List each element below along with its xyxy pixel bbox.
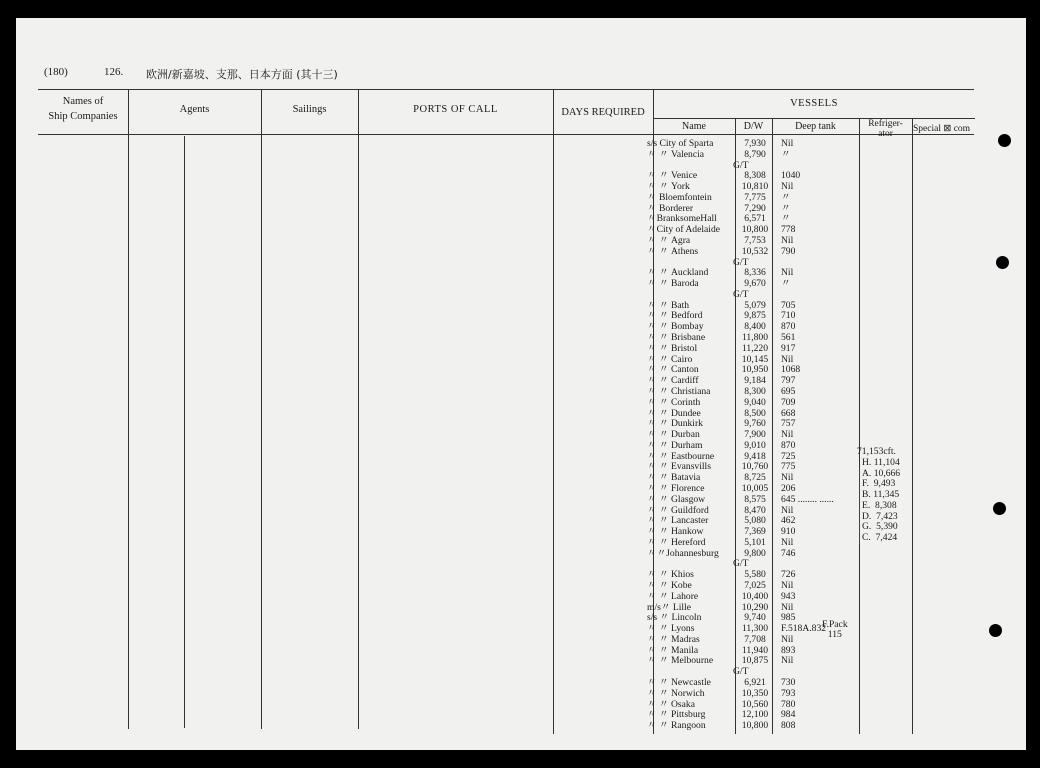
refrigerator-note: E. 8,308 [862,499,897,511]
vessel-dw: 8,790 [744,148,766,160]
header-sailings: Sailings [292,104,327,115]
vessel-deep-tank: Nil [781,633,794,645]
vessel-deep-tank: 780 [781,698,796,710]
vessel-name: 〃 〃 York [647,181,690,193]
vessel-dw: 10,532 [741,245,769,257]
vessel-dw: 8,470 [744,504,766,516]
vessel-name: 〃 〃 Melbourne [647,655,714,667]
vessel-name: 〃BranksomeHall [647,213,717,225]
vessel-dw: 7,369 [744,526,766,538]
vessel-name: 〃 〃 Batavia [647,472,701,484]
vessel-name: 〃 〃 Florence [647,482,705,494]
header-ship-companies: Names of Ship Companies [48,96,118,122]
vessel-deep-tank: Nil [781,138,794,149]
vessel-deep-tank: 〃 [781,278,791,290]
vessel-dw: 9,184 [744,375,766,387]
vessel-deep-tank: Nil [781,429,794,441]
vessel-dw: 10,800 [741,720,769,732]
refrigerator-note: F. 9,493 [862,478,896,490]
document-page [16,18,1026,750]
punch-hole [998,134,1011,147]
vessel-dw: 10,400 [741,590,769,602]
col-divider [358,89,359,729]
vessel-name: 〃 〃 Bedford [647,310,703,322]
vessel-deep-tank: 710 [781,310,796,322]
vessel-row [647,398,877,409]
vessel-deep-tank: Nil [781,181,794,193]
vessel-name: 〃 〃 Athens [647,245,699,257]
vessel-dw: 11,940 [741,644,769,656]
header-bottom-rule [38,134,974,135]
vessel-name: 〃 〃 Pittsburg [647,709,706,721]
vessel-deep-tank: 893 [781,644,796,656]
vessel-dw: 10,350 [741,687,769,699]
vessel-deep-tank: 790 [781,245,796,257]
vessel-deep-tank: 〃 [781,202,791,214]
vessel-dw: 7,900 [744,429,766,441]
vessel-name: 〃 〃 Lyons [647,623,695,635]
vessel-dw: 7,753 [744,235,766,247]
vessel-dw: 10,950 [741,364,769,376]
vessel-name: s/s City of Sparta [647,138,714,149]
vessel-deep-tank: 917 [781,342,796,354]
vessel-row [647,150,877,161]
vessel-name: 〃 〃 Auckland [647,267,709,279]
header-refrigerator: Refriger- ator [868,119,903,139]
vessel-name: 〃 〃 Brisbane [647,332,706,344]
vessel-dw: 7,025 [744,579,766,591]
vessel-name: 〃 〃 Venice [647,170,698,182]
page-title: 欧洲/新嘉坡、支那、日本方面 (其十三) [146,68,338,81]
vessel-dw: 11,300 [741,623,769,635]
vessel-deep-tank: 778 [781,224,796,236]
vessel-dw: 10,290 [741,601,769,613]
vessel-name: 〃 〃 Eastbourne [647,450,715,462]
refrigerator-note: C. 7,424 [862,532,898,543]
vessel-dw: 9,800 [744,547,766,559]
vessel-name: 〃 〃 Agra [647,235,691,247]
header-ports-of-call: PORTS OF CALL [413,104,498,115]
vessel-name: 〃 〃 Bath [647,299,690,311]
vessel-name: 〃 〃 Bristol [647,342,698,354]
vessel-dw: G/T [733,159,749,171]
vessel-name: 〃 〃 Cairo [647,353,693,365]
vessel-name: 〃 〃 Evansvills [647,461,711,473]
vessel-dw: G/T [733,256,749,268]
vessel-name: 〃 〃 Osaka [647,698,695,710]
vessel-row [647,495,877,506]
vessel-row [647,247,877,258]
vessel-row [647,656,877,667]
vessel-dw: 9,010 [744,439,766,451]
vessel-dw: 11,800 [741,332,769,344]
vessel-name: 〃 〃 Rangoon [647,720,706,732]
vessel-dw: 7,290 [744,202,766,214]
vessel-name: 〃 Bloemfontein [647,191,712,203]
vessel-deep-tank: Nil [781,472,794,484]
vessel-deep-tank: 725 [781,450,796,462]
vessel-dw: 10,145 [741,353,769,365]
header-days-required: DAYS REQUIRED [561,107,645,118]
vessel-deep-tank: 910 [781,526,796,538]
vessel-name: 〃 〃 Canton [647,364,699,376]
vessel-dw: 8,725 [744,472,766,484]
vessel-dw: 7,708 [744,633,766,645]
vessel-name: 〃 〃 Baroda [647,278,699,290]
vessel-deep-tank: 943 [781,590,796,602]
header-dw: D/W [743,121,764,132]
vessel-deep-tank: 705 [781,299,796,311]
vessel-dw: 5,079 [744,299,766,311]
vessel-dw: 10,800 [741,224,769,236]
vessel-deep-tank: 〃 [781,213,791,225]
col-divider [553,89,554,734]
vessels-subheader-rule [653,118,975,119]
vessel-deep-tank: 985 [781,612,796,624]
vessel-name: 〃 Borderer [647,202,694,214]
col-divider [261,89,262,729]
vessel-deep-tank: 206 [781,482,796,494]
vessel-dw: 8,575 [744,493,766,505]
vessel-deep-tank: 〃 [781,191,791,203]
vessel-dw: 10,760 [741,461,769,473]
vessel-dw: 12,100 [741,709,769,721]
vessel-deep-tank: 726 [781,569,796,581]
vessel-name: 〃 〃 Hankow [647,526,704,538]
header-agents: Agents [179,104,210,115]
vessel-deep-tank: 462 [781,515,796,527]
vessel-deep-tank: F.518A.832 [781,623,827,635]
vessel-dw: 9,670 [744,278,766,290]
vessel-name: 〃 〃 Norwich [647,687,705,699]
vessel-dw: 9,040 [744,396,766,408]
vessel-name: 〃 〃 Lahore [647,590,699,602]
vessel-deep-tank: 561 [781,332,796,344]
vessel-deep-tank: 746 [781,547,796,559]
vessel-deep-tank: 775 [781,461,796,473]
vessel-deep-tank: Nil [781,267,794,279]
vessel-dw: 9,875 [744,310,766,322]
col-divider [912,118,913,734]
vessel-dw: 5,101 [744,536,766,548]
vessel-name: 〃 〃 Corinth [647,396,701,408]
vessel-name: 〃 〃 Lancaster [647,515,709,527]
vessel-dw: 6,571 [744,213,766,225]
vessel-deep-tank: Nil [781,601,794,613]
vessel-row [647,441,877,452]
col-divider [128,89,129,729]
vessel-deep-tank: 668 [781,407,796,419]
vessel-deep-tank: Nil [781,353,794,365]
vessel-name: 〃 〃 Bombay [647,321,704,333]
table-top-rule [38,89,974,90]
vessel-dw: 10,810 [741,181,769,193]
vessel-name: 〃 〃 Newcastle [647,677,711,688]
vessel-name: 〃 〃 Valencia [647,148,705,160]
vessel-dw: 7,930 [744,138,766,149]
vessel-dw: 8,308 [744,170,766,182]
vessel-name: 〃 〃 Cardiff [647,375,699,387]
vessel-name: 〃 〃 Kobe [647,579,692,591]
vessel-row [647,549,877,560]
vessel-dw: 9,740 [744,612,766,624]
section-number: 126. [104,66,124,78]
vessel-dw: G/T [733,558,749,570]
refrigerator-note: H. 11,104 [862,456,900,468]
vessel-deep-tank: 〃 [781,148,791,160]
vessel-row [647,538,877,549]
vessel-dw: 8,300 [744,385,766,397]
vessel-deep-tank: Nil [781,504,794,516]
vessel-name: 〃 〃 Glasgow [647,493,706,505]
vessel-dw: 8,500 [744,407,766,419]
refrigerator-note: B. 11,345 [862,489,900,500]
vessel-dw: 7,775 [744,191,766,203]
refrigerator-note: G. 5,390 [862,521,898,533]
vessel-row [647,689,877,700]
vessel-row [647,344,877,355]
vessel-dw: G/T [733,666,749,678]
vessel-dw: 8,400 [744,321,766,333]
vessel-deep-tank: 730 [781,677,796,688]
vessel-row [647,592,877,603]
vessel-name: 〃 〃 Durban [647,429,700,441]
punch-hole [993,502,1006,515]
vessel-dw: 5,080 [744,515,766,527]
vessel-dw: 10,875 [741,655,769,667]
vessel-dw: 11,220 [741,342,769,354]
vessel-name: 〃 〃 Hereford [647,536,706,548]
vessel-deep-tank: Nil [781,655,794,667]
vessel-dw: 9,418 [744,450,766,462]
vessel-name: m/s〃 Lille [647,601,691,613]
vessel-deep-tank: Nil [781,235,794,247]
vessel-name: 〃 〃 Dundee [647,407,701,419]
vessel-dw: 10,005 [741,482,769,494]
lyons-fpack-note: F.Pack 115 [822,619,848,640]
refrigerator-note: 71,153cft. [857,446,896,457]
col-divider [184,136,185,728]
vessel-deep-tank: 645 ........ ...... [781,493,834,505]
header-deep-tank: Deep tank [795,121,836,132]
vessel-deep-tank: 757 [781,418,796,430]
vessel-deep-tank: 797 [781,375,796,387]
vessel-dw: 10,560 [741,698,769,710]
vessel-deep-tank: 709 [781,396,796,408]
vessel-name: 〃 〃 Khios [647,569,694,581]
vessel-dw: 6,921 [744,677,766,688]
vessel-name: 〃 〃 Madras [647,633,700,645]
vessel-row [647,279,877,290]
page-number: (180) [44,66,68,78]
vessel-name: 〃 〃 Christiana [647,385,711,397]
header-special: Special ⊠ com [913,123,971,134]
vessel-name: 〃 〃 Guildford [647,504,709,516]
refrigerator-bracket [859,468,860,544]
vessel-deep-tank: 870 [781,321,796,333]
vessel-deep-tank: 1040 [781,170,801,182]
vessel-dw: 9,760 [744,418,766,430]
vessel-row [647,721,877,732]
vessel-name: 〃 〃 Manila [647,644,699,656]
vessel-deep-tank: Nil [781,536,794,548]
vessel-deep-tank: 695 [781,385,796,397]
vessel-name: 〃 〃 Dunkirk [647,418,703,430]
vessel-dw: 8,336 [744,267,766,279]
vessel-deep-tank: 1068 [781,364,801,376]
header-vessels: VESSELS [790,98,838,109]
vessel-name: s/s 〃 Lincoln [647,612,702,624]
vessel-name: 〃City of Adelaide [647,224,721,236]
vessel-name: 〃〃Johannesburg [647,547,719,559]
vessel-deep-tank: 808 [781,720,796,732]
refrigerator-note: D. 7,423 [862,510,898,522]
vessel-deep-tank: 984 [781,709,796,721]
vessel-deep-tank: 870 [781,439,796,451]
header-name: Name [682,121,706,132]
vessel-dw: 5,580 [744,569,766,581]
vessel-dw: G/T [733,288,749,300]
vessel-name: 〃 〃 Durham [647,439,703,451]
vessel-deep-tank: Nil [781,579,794,591]
punch-hole [996,256,1009,269]
refrigerator-note: A. 10,666 [862,467,901,479]
vessel-deep-tank: 793 [781,687,796,699]
punch-hole [989,624,1002,637]
